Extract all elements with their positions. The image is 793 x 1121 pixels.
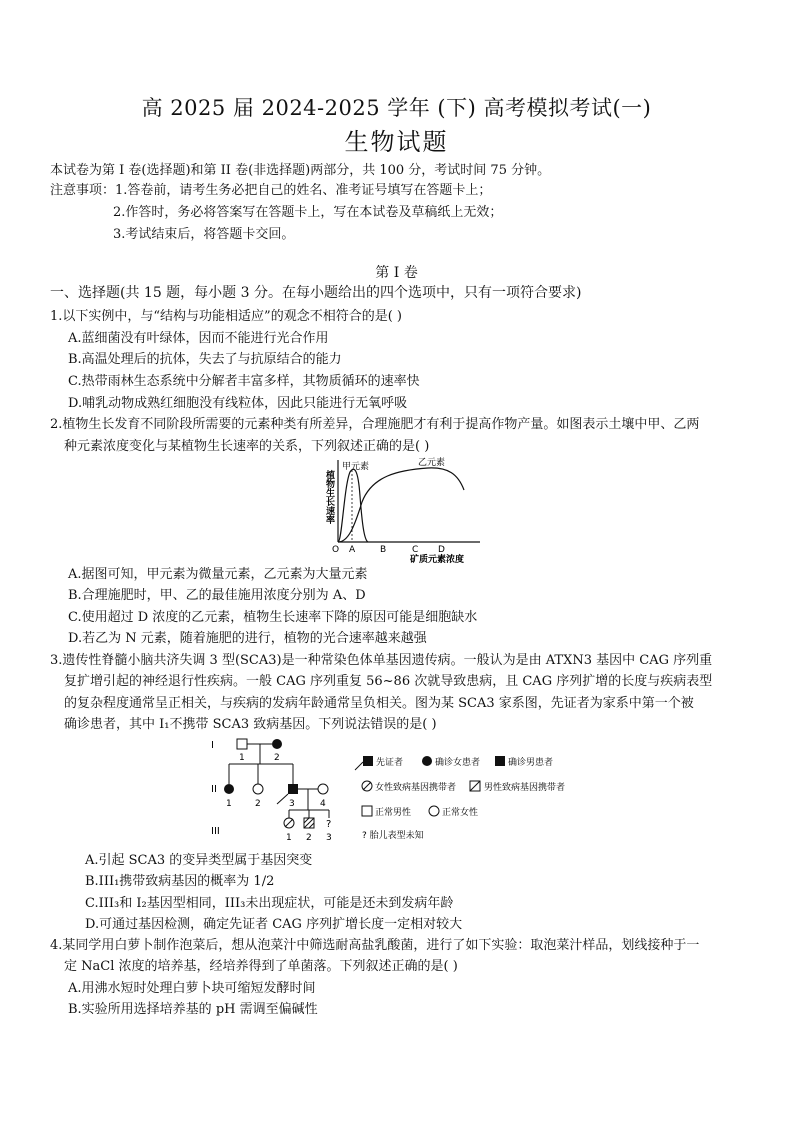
note-2: 2.作答时，务必将答案写在答题卡上，写在本试卷及草稿纸上无效； xyxy=(113,205,503,220)
origin-label: O xyxy=(332,545,340,555)
q1-stem: 1.以下实例中，与“结构与功能相适应”的观念不相符合的是( ) xyxy=(50,309,402,324)
legend-normal-male: 正常男性 xyxy=(375,808,412,818)
x-tick-d: D xyxy=(438,545,445,555)
svg-text:1: 1 xyxy=(226,799,232,809)
legend-proband-icon xyxy=(363,756,373,766)
legend-normal-female: 正常女性 xyxy=(442,808,479,818)
growth-rate-chart xyxy=(318,456,488,564)
section-instruction: 一、选择题(共 15 题，每小题 3 分。在每小题给出的四个选项中，只有一项符合要求) xyxy=(50,285,582,301)
svg-text:1: 1 xyxy=(286,833,292,843)
intro-line: 本试卷为第 I 卷(选择题)和第 II 卷(非选择题)两部分，共 100 分，考试时间 75 分钟。 xyxy=(50,163,551,178)
q3-stem-4: 确诊患者，其中 I₁不携带 SCA3 致病基因。下列说法错误的是( ) xyxy=(64,717,437,732)
q2-option-d: D.若乙为 N 元素，随着施肥的进行，植物的光合速率越来越强 xyxy=(68,631,427,646)
legend-carrier-male: 男性致病基因携带者 xyxy=(484,783,566,793)
ped-ii1-affected-female xyxy=(224,784,234,794)
x-tick-a: A xyxy=(349,545,356,555)
q2-option-b: B.合理施肥时，甲、乙的最佳施用浓度分别为 A、D xyxy=(68,588,366,603)
svg-text:1: 1 xyxy=(239,753,245,763)
q4-option-a: A.用沸水短时处理白萝卜块可缩短发酵时间 xyxy=(68,981,316,996)
svg-text:2: 2 xyxy=(274,753,280,763)
series-label-jia: 甲元素 xyxy=(342,462,370,472)
legend-affected-male-icon xyxy=(495,756,505,766)
svg-text:2: 2 xyxy=(255,799,261,809)
exam-title: 高 2025 届 2024-2025 学年 (下) 高考模拟考试(一) xyxy=(141,96,652,120)
exam-subtitle: 生物试题 xyxy=(344,128,449,156)
q1-option-a: A.蓝细菌没有叶绿体，因而不能进行光合作用 xyxy=(68,331,329,346)
q3-option-d: D.可通过基因检测，确定先证者 CAG 序列扩增长度一定相对较大 xyxy=(85,917,463,932)
q3-option-c: C.III₃和 I₂基因型相同，III₃未出现症状，可能是还未到发病年龄 xyxy=(85,896,454,911)
q2-option-c: C.使用超过 D 浓度的乙元素，植物生长速率下降的原因可能是细胞缺水 xyxy=(68,610,478,625)
x-tick-b: B xyxy=(380,545,387,555)
series-label-yi: 乙元素 xyxy=(418,458,446,468)
legend-affected-female-icon xyxy=(422,756,432,766)
pedigree-chart xyxy=(205,734,595,848)
q1-option-b: B.高温处理后的抗体，失去了与抗原结合的能力 xyxy=(68,352,342,367)
q4-stem-1: 4.某同学用白萝卜制作泡菜后，想从泡菜汁中筛选耐高盐乳酸菌，进行了如下实验：取泡菜汁样品，划线接种于一 xyxy=(50,938,700,953)
svg-text:3: 3 xyxy=(289,799,295,809)
ped-iii3-unknown: ? xyxy=(326,819,332,830)
section-title: 第 I 卷 xyxy=(375,265,418,281)
q3-option-b: B.III₁携带致病基因的概率为 1/2 xyxy=(85,874,275,889)
ped-i2-affected-female xyxy=(272,739,282,749)
svg-text:2: 2 xyxy=(306,833,312,843)
note-1: 注意事项：1.答卷前，请考生务必把自己的姓名、准考证号填写在答题卡上； xyxy=(50,183,492,198)
q3-option-a: A.引起 SCA3 的变异类型属于基因突变 xyxy=(85,853,313,868)
x-axis-label: 矿质元素浓度 xyxy=(410,555,465,564)
q2-stem-2: 种元素浓度变化与某植物生长速率的关系，下列叙述正确的是( ) xyxy=(64,439,430,454)
series-jia-curve xyxy=(338,469,368,542)
q3-stem-2: 复扩增引起的神经退行性疾病。一般 CAG 序列重复 56~86 次就导致患病，且 CAG 序列扩增的长度与疾病表型 xyxy=(64,674,713,689)
svg-text:3: 3 xyxy=(326,833,332,843)
legend-carrier-female: 女性致病基因携带者 xyxy=(375,783,457,793)
legend-proband: 先证者 xyxy=(376,758,404,768)
gen-label-2: II xyxy=(211,784,217,795)
q3-stem-1: 3.遗传性脊髓小脑共济失调 3 型(SCA3)是一种常染色体单基因遗传病。一般认为是由 ATXN3 基因中 CAG 序列重 xyxy=(50,653,713,668)
legend-affected-female: 确诊女患者 xyxy=(435,758,481,768)
note-3: 3.考试结束后，将答题卡交回。 xyxy=(113,227,295,242)
ped-i1-normal-male xyxy=(237,739,247,749)
ped-ii3-proband xyxy=(288,784,298,794)
y-axis-label: 植物生长速率 xyxy=(324,470,334,524)
q3-stem-3: 的复杂程度通常呈正相关，与疾病的发病年龄通常呈负相关。图为某 SCA3 家系图，先证者为家系中第一个被 xyxy=(64,696,694,711)
q2-stem-1: 2.植物生长发育不同阶段所需要的元素种类有所差异，合理施肥才有利于提高作物产量。如图表示土壤中甲、乙两 xyxy=(50,417,700,432)
gen-label-3: III xyxy=(211,826,220,837)
q1-option-c: C.热带雨林生态系统中分解者丰富多样，其物质循环的速率快 xyxy=(68,374,420,389)
gen-label-1: I xyxy=(211,740,214,751)
legend-affected-male: 确诊男患者 xyxy=(508,758,554,768)
q1-option-d: D.哺乳动物成熟红细胞没有线粒体，因此只能进行无氧呼吸 xyxy=(68,396,408,411)
legend-normal-male-icon xyxy=(362,806,372,816)
q4-option-b: B.实验所用选择培养基的 pH 需调至偏碱性 xyxy=(68,1002,318,1017)
svg-text:4: 4 xyxy=(320,799,326,809)
q4-stem-2: 定 NaCl 浓度的培养基，经培养得到了单菌落。下列叙述正确的是( ) xyxy=(64,959,458,974)
series-yi-curve xyxy=(338,468,464,542)
q2-option-a: A.据图可知，甲元素为微量元素，乙元素为大量元素 xyxy=(68,567,368,582)
ped-ii2-normal-female xyxy=(253,784,263,794)
legend-unknown: ? 胎儿表型未知 xyxy=(362,831,424,841)
legend-normal-female-icon xyxy=(429,806,439,816)
ped-ii4-normal-female xyxy=(318,784,328,794)
x-tick-c: C xyxy=(412,545,419,555)
